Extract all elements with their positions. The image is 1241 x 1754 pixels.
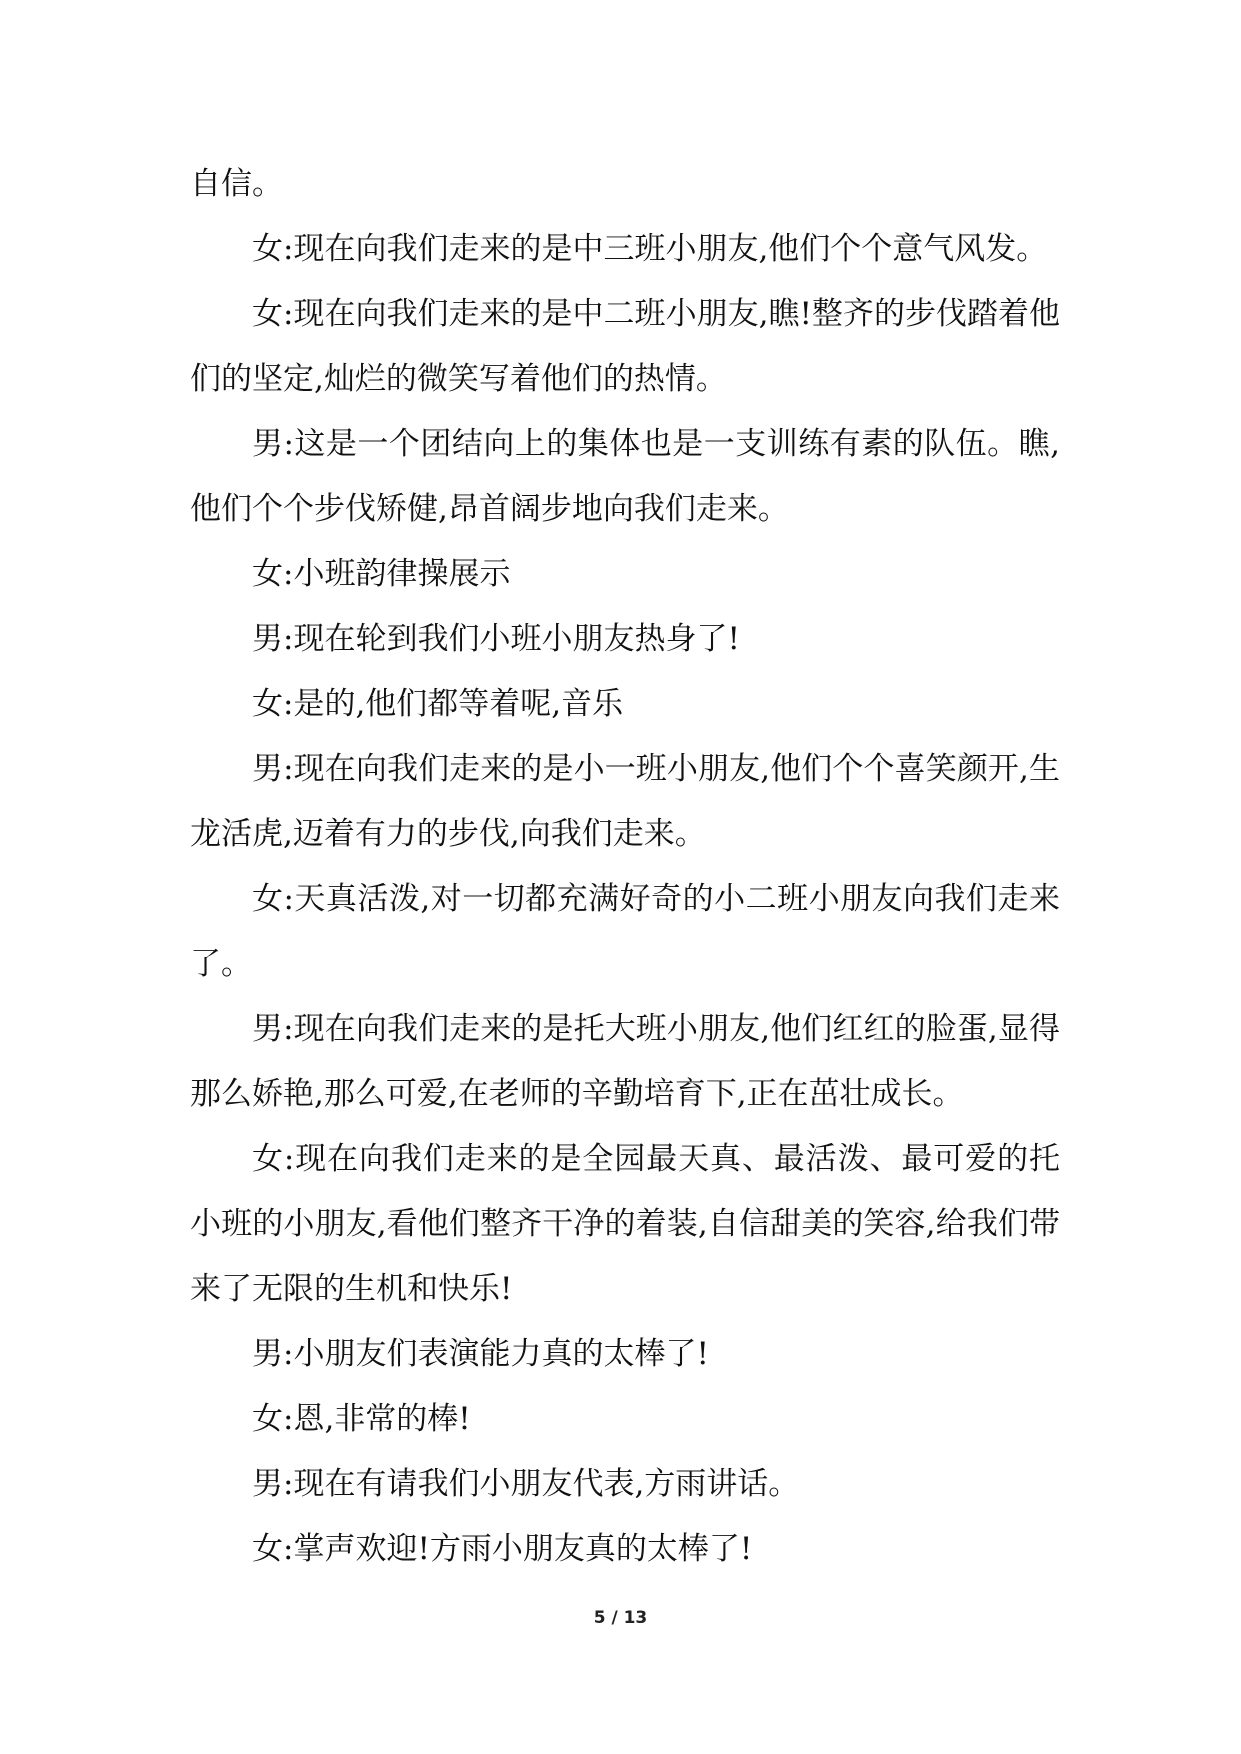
page-number: 5 / 13 [593, 1608, 648, 1628]
paragraph-3: 男:这是一个团结向上的集体也是一支训练有素的队伍。瞧,他们个个步伐矫健,昂首阔步地向我们走来。 [190, 426, 1060, 527]
paragraph-8: 女:天真活泼,对一切都充满好奇的小二班小朋友向我们走来了。 [190, 881, 1060, 982]
paragraph-7: 男:现在向我们走来的是小一班小朋友,他们个个喜笑颜开,生龙活虎,迈着有力的步伐,向我们走来。 [190, 751, 1060, 852]
paragraph-1: 女:现在向我们走来的是中三班小朋友,他们个个意气风发。 [252, 231, 1048, 267]
paragraph-0: 自信。 [190, 166, 283, 202]
document-body [190, 152, 1060, 1582]
paragraph-4: 女:小班韵律操展示 [252, 556, 511, 592]
paragraph-6: 女:是的,他们都等着呢,音乐 [252, 686, 624, 722]
paragraph-10: 女:现在向我们走来的是全园最天真、最活泼、最可爱的托小班的小朋友,看他们整齐干净的着装,自信甜美的笑容,给我们带来了无限的生机和快乐! [190, 1141, 1060, 1307]
paragraph-2: 女:现在向我们走来的是中二班小朋友,瞧!整齐的步伐踏着他们的坚定,灿烂的微笑写着他们的热情。 [190, 296, 1060, 397]
paragraph-9: 男:现在向我们走来的是托大班小朋友,他们红红的脸蛋,显得那么娇艳,那么可爱,在老师的辛勤培育下,正在茁壮成长。 [190, 1011, 1060, 1112]
paragraph-5: 男:现在轮到我们小班小朋友热身了! [252, 621, 740, 657]
paragraph-14: 女:掌声欢迎!方雨小朋友真的太棒了! [252, 1531, 753, 1567]
paragraph-11: 男:小朋友们表演能力真的太棒了! [252, 1336, 709, 1372]
paragraph-13: 男:现在有请我们小朋友代表,方雨讲话。 [252, 1466, 800, 1502]
paragraph-12: 女:恩,非常的棒! [252, 1401, 471, 1437]
